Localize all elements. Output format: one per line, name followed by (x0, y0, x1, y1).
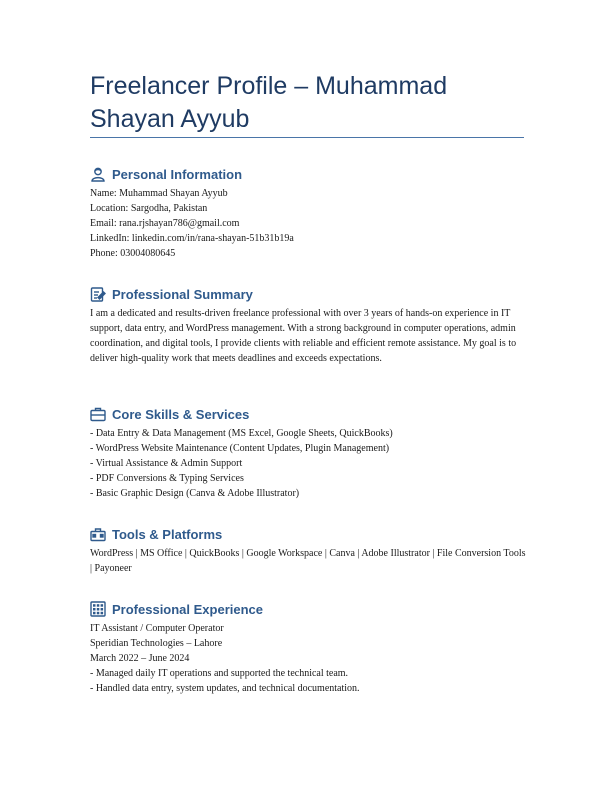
user-icon (90, 166, 106, 182)
tools-platforms-section (90, 525, 530, 576)
personal-information-heading (90, 165, 530, 183)
personal-email: Email: rana.rjshayan786@gmail.com (90, 218, 240, 229)
professional-experience-section (90, 600, 530, 696)
title-divider (90, 137, 524, 138)
professional-experience-heading (90, 600, 530, 618)
tools-platforms-heading (90, 525, 530, 543)
job-title: IT Assistant / Computer Operator (90, 623, 224, 634)
summary-text: I am a dedicated and results-driven freelance professional with over 3 years of hands-on experience in IT support, data entry, and WordPress management. With a strong background in computer operations, admin coordination, and digital tools, I provide clients with reliable and efficient remote assistance. My goal is to deliver high-quality work that meets deadlines and exceeds expectations. (90, 308, 517, 364)
tools-platforms-title: Tools & Platforms (112, 526, 223, 542)
skill-item: - PDF Conversions & Typing Services (90, 473, 244, 484)
personal-linkedin: LinkedIn: linkedin.com/in/rana-shayan-51b31b19a (90, 233, 294, 244)
job-company: Speridian Technologies – Lahore (90, 638, 223, 649)
tools-text: WordPress | MS Office | QuickBooks | Google Workspace | Canva | Adobe Illustrator | File Conversion Tools | Payoneer (90, 548, 526, 574)
personal-phone: Phone: 03004080645 (90, 248, 176, 259)
skill-item: - WordPress Website Maintenance (Content Updates, Plugin Management) (90, 443, 390, 454)
personal-name: Name: Muhammad Shayan Ayyub (90, 188, 228, 199)
clipboard-edit-icon (90, 286, 106, 302)
skill-item: - Virtual Assistance & Admin Support (90, 458, 243, 469)
professional-summary-heading (90, 285, 530, 303)
building-icon (90, 601, 106, 617)
core-skills-heading (90, 405, 530, 423)
personal-information-title: Personal Information (112, 166, 243, 182)
professional-summary-section (90, 285, 530, 366)
professional-summary-title: Professional Summary (112, 286, 253, 302)
skill-item: - Data Entry & Data Management (MS Excel, Google Sheets, QuickBooks) (90, 428, 393, 439)
job-dates: March 2022 – June 2024 (90, 653, 190, 664)
core-skills-title: Core Skills & Services (112, 406, 250, 422)
page-title: Freelancer Profile – Muhammad Shayan Ayyub (90, 72, 448, 133)
skill-item: - Basic Graphic Design (Canva & Adobe Illustrator) (90, 488, 300, 499)
job-duty: - Managed daily IT operations and supported the technical team. (90, 668, 349, 679)
core-skills-section (90, 405, 530, 501)
briefcase-icon (90, 406, 106, 422)
toolbox-icon (90, 526, 106, 542)
job-duty: - Handled data entry, system updates, and technical documentation. (90, 683, 360, 694)
personal-information-section (90, 165, 530, 261)
professional-experience-title: Professional Experience (112, 601, 264, 617)
personal-location: Location: Sargodha, Pakistan (90, 203, 208, 214)
